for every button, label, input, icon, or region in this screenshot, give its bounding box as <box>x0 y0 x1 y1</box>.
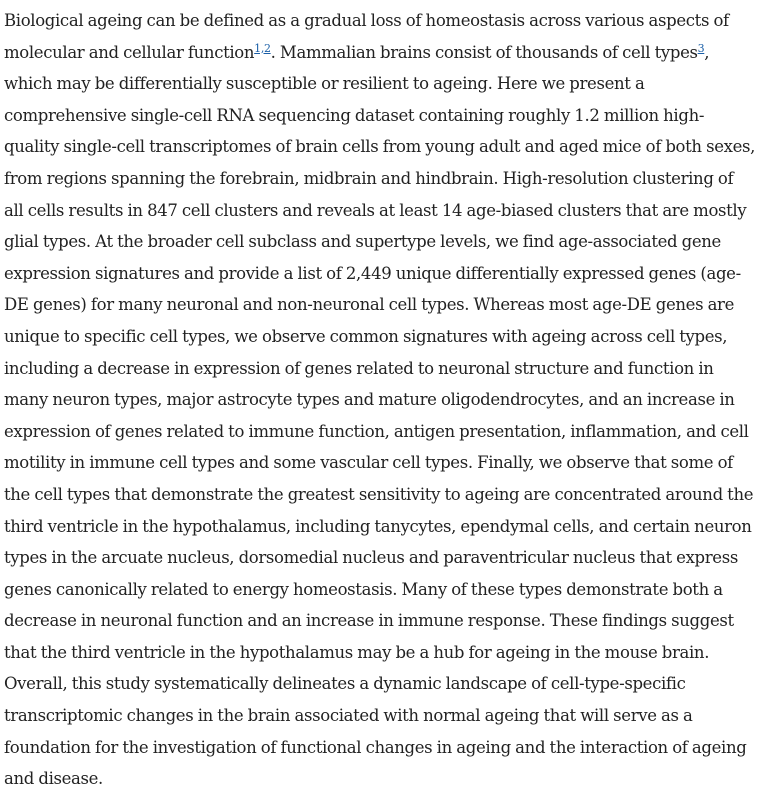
citation-link-3[interactable]: 3 <box>697 41 705 55</box>
citation-link-1-2[interactable]: 1,2 <box>254 41 271 55</box>
abstract-paragraph <box>4 5 756 795</box>
abstract-text-part2: . Mammalian brains consist of thousands of cell types <box>270 42 698 62</box>
abstract-text-part1: Biological ageing can be defined as a gradual loss of homeostasis across various aspects of molecular and cellular function <box>4 11 729 62</box>
abstract-text-part3: , which may be differentially susceptible or resilient to ageing. Here we present a comprehensive single-cell RNA sequencing dataset containing roughly 1.2 million high-quality single-cell transcriptomes of brain cells from young adult and aged mice of both sexes, from regions spanning the forebrain, midbrain and hindbrain. High-resolution clustering of all cells results in 847 cell clusters and reveals at least 14 age-biased clusters that are mostly glial types. At the broader cell subclass and supertype levels, we find age-associated gene expression signatures and provide a list of 2,449 unique differentially expressed genes (age-DE genes) for many neuronal and non-neuronal cell types. Whereas most age-DE genes are unique to specific cell types, we observe common signatures with ageing across cell types, including a decrease in expression of genes related to neuronal structure and function in many neuron types, major astrocyte types and mature oligodendrocytes, and an increase in expression of genes related to immune function, antigen presentation, inflammation, and cell motility in immune cell types and some vascular cell types. Finally, we observe that some of the cell types that demonstrate the greatest sensitivity to ageing are concentrated around the third ventricle in the hypothalamus, including tanycytes, ependymal cells, and certain neuron types in the arcuate nucleus, dorsomedial nucleus and paraventricular nucleus that express genes canonically related to energy homeostasis. Many of these types demonstrate both a decrease in neuronal function and an increase in immune response. These findings suggest that the third ventricle in the hypothalamus may be a hub for ageing in the mouse brain. Overall, this study systematically delineates a dynamic landscape of cell-type-specific transcriptomic changes in the brain associated with normal ageing that will serve as a foundation for the investigation of functional changes in ageing and the interaction of ageing and disease. <box>4 42 756 789</box>
